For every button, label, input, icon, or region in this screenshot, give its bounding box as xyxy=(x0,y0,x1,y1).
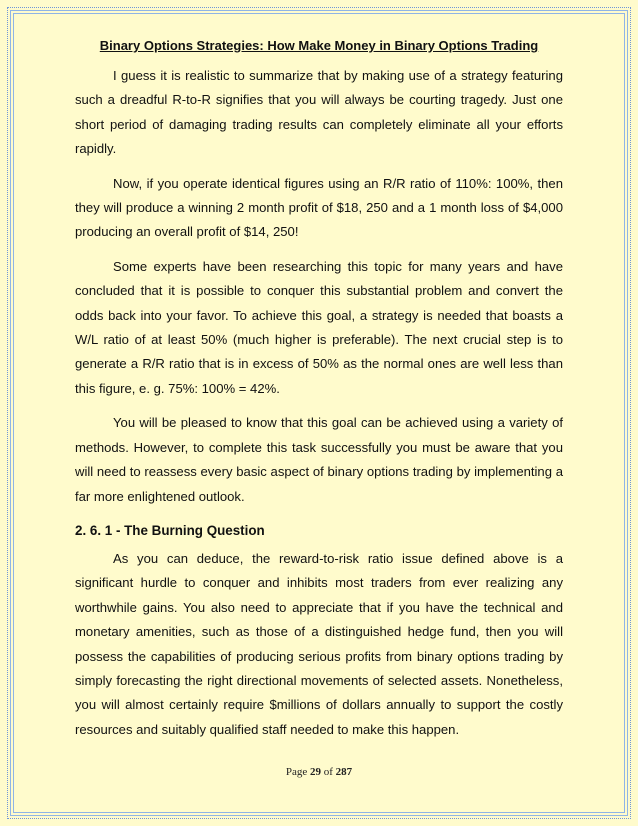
page-of-label: of xyxy=(320,766,336,778)
page-footer xyxy=(0,766,638,778)
page-label: Page xyxy=(285,766,310,778)
section-paragraph-1: As you can deduce, the reward-to-risk ratio issue defined above is a significant hurdle to conquer and inhibits most traders from ever realizing any worthwhile gains. You also need to appreciate that if you have the technical and monetary amenities, such as those of a distinguished hedge fund, then you will possess the capabilities of producing serious profits from binary options trading by simply forecasting the right directional movements of selected assets. Nonetheless, you will almost certainly require $millions of dollars annually to support the costly resources and suitably qualified staff needed to make this happen. xyxy=(75,550,563,737)
page-content xyxy=(75,38,563,752)
page-number: 29 xyxy=(309,766,321,778)
page-total: 287 xyxy=(335,766,353,778)
document-title: Binary Options Strategies: How Make Money in Binary Options Trading xyxy=(99,38,539,53)
paragraph-3: Some experts have been researching this topic for many years and have concluded that it is possible to conquer this substantial problem and convert the odds back into your favor. To achieve this goal, a strategy is needed that boasts a W/L ratio of at least 50% (much higher is preferable). The next crucial step is to generate a R/R ratio that is in excess of 50% as the normal ones are well less than this figure, e. g. 75%: 100% = 42%. xyxy=(75,258,563,396)
section-heading: 2. 6. 1 - The Burning Question xyxy=(75,522,265,538)
paragraph-4: You will be pleased to know that this goal can be achieved using a variety of methods. However, to complete this task successfully you must be aware that you will need to reassess every basic aspect of binary options trading by implementing a far more enlightened outlook. xyxy=(75,415,563,504)
paragraph-1: I guess it is realistic to summarize that by making use of a strategy featuring such a dreadful R-to-R signifies that you will always be courting tragedy. Just one short period of damaging trading results can completely eliminate all your efforts rapidly. xyxy=(75,68,563,157)
paragraph-2: Now, if you operate identical figures using an R/R ratio of 110%: 100%, then they will produce a winning 2 month profit of $18, 250 and a 1 month loss of $4,000 producing an overall profit of $14, 250! xyxy=(75,175,563,240)
